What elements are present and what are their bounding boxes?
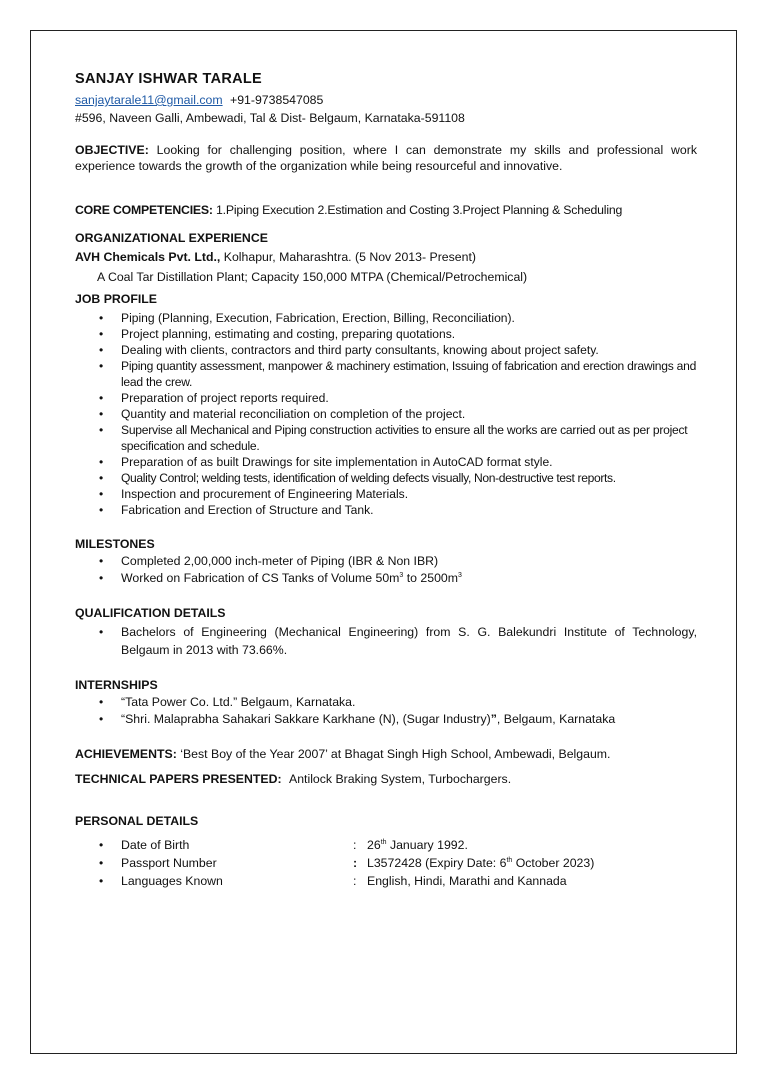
list-item: • Supervise all Mechanical and Piping construction activities to ensure all the works are carried out as per project specification and schedule.: [75, 422, 697, 454]
internship-text: “Shri. Malaprabha Sahakari Sakkare Karkhane (N), (Sugar Industry): [121, 712, 491, 726]
technical-papers: [75, 771, 697, 787]
papers-label: TECHNICAL PAPERS PRESENTED:: [75, 772, 282, 786]
passport-value: October 2023): [512, 856, 595, 870]
dob-colon: :: [353, 838, 357, 852]
internship-quote: ”: [490, 712, 497, 726]
list-item: [75, 854, 697, 872]
milestones-list: [75, 553, 697, 587]
superscript: 3: [458, 571, 462, 579]
list-item: • Piping (Planning, Execution, Fabrication, Erection, Billing, Reconciliation).: [75, 310, 697, 326]
languages-value: English, Hindi, Marathi and Kannada: [367, 874, 567, 888]
dob-value: January 1992.: [386, 838, 468, 852]
company-line: [75, 249, 697, 265]
core-competencies: [75, 202, 697, 218]
passport-label: Passport Number: [121, 856, 217, 870]
list-item: [75, 872, 697, 890]
list-item: • Preparation of as built Drawings for site implementation in AutoCAD format style.: [75, 454, 697, 470]
list-item: • Fabrication and Erection of Structure and Tank.: [75, 502, 697, 518]
achievements-text: ‘Best Boy of the Year 2007’ at Bhagat Singh High School, Ambewadi, Belgaum.: [180, 747, 611, 761]
papers-text: Antilock Braking System, Turbochargers.: [289, 772, 512, 786]
list-item: • Piping quantity assessment, manpower & machinery estimation, Issuing of fabrication and erection drawings and lead the crew.: [75, 358, 697, 390]
superscript: th: [380, 838, 387, 846]
passport-value: L3572428 (Expiry Date: 6: [367, 856, 507, 870]
internships-heading: INTERNSHIPS: [75, 678, 158, 692]
candidate-name: SANJAY ISHWAR TARALE: [75, 71, 263, 87]
internships-list: [75, 694, 697, 728]
resume-page: [30, 30, 737, 1054]
core-label: CORE COMPETENCIES:: [75, 203, 213, 217]
list-item: • Completed 2,00,000 inch-meter of Piping (IBR & Non IBR): [75, 553, 697, 570]
list-item: • Quality Control; welding tests, identification of welding defects visually, Non-destructive test reports.: [75, 470, 697, 486]
list-item: • Preparation of project reports required.: [75, 390, 697, 406]
list-item: • “Tata Power Co. Ltd.” Belgaum, Karnataka.: [75, 694, 697, 711]
company-location: Kolhapur, Maharashtra. (5 Nov 2013- Present): [223, 250, 476, 264]
list-item: [75, 836, 697, 854]
job-profile-heading: JOB PROFILE: [75, 292, 157, 306]
superscript: 3: [399, 571, 404, 579]
languages-label: Languages Known: [121, 874, 223, 888]
superscript: th: [506, 856, 513, 864]
milestone-text: Worked on Fabrication of CS Tanks of Volume 50m: [121, 571, 400, 585]
contact-line: [75, 92, 697, 108]
objective-label: OBJECTIVE:: [75, 143, 149, 157]
job-profile-list: [75, 310, 697, 518]
languages-colon: :: [353, 874, 357, 888]
qualification-list: [75, 623, 697, 659]
address: #596, Naveen Galli, Ambewadi, Tal & Dist- Belgaum, Karnataka-591108: [75, 111, 465, 125]
objective-text: Looking for challenging position, where I can demonstrate my skills and professional work experience towards the growth of the organization while being resourceful and innovative.: [75, 143, 697, 173]
core-text: 1.Piping Execution 2.Estimation and Costing 3.Project Planning & Scheduling: [216, 203, 623, 217]
list-item: • Inspection and procurement of Engineering Materials.: [75, 486, 697, 502]
list-item: [75, 570, 697, 587]
list-item: • Dealing with clients, contractors and third party consultants, knowing about project safety.: [75, 342, 697, 358]
personal-details-list: [75, 836, 697, 890]
plant-description: A Coal Tar Distillation Plant; Capacity 150,000 MTPA (Chemical/Petrochemical): [97, 270, 528, 284]
list-item: [75, 711, 697, 728]
internship-text: , Belgaum, Karnataka: [496, 712, 616, 726]
list-item: • Bachelors of Engineering (Mechanical Engineering) from S. G. Balekundri Institute of Technology, Belgaum in 2013 with 73.66%.: [75, 623, 697, 659]
list-item: • Quantity and material reconciliation on completion of the project.: [75, 406, 697, 422]
dob-value: 26: [367, 838, 381, 852]
list-item: • Project planning, estimating and costing, preparing quotations.: [75, 326, 697, 342]
passport-colon: :: [353, 856, 358, 870]
achievements-label: ACHIEVEMENTS:: [75, 747, 177, 761]
resume-content: [75, 71, 697, 890]
milestones-heading: MILESTONES: [75, 537, 155, 551]
achievements: [75, 746, 697, 762]
dob-label: Date of Birth: [121, 838, 190, 852]
objective: [75, 142, 697, 174]
milestone-text: to 2500m: [403, 571, 459, 585]
company-name: AVH Chemicals Pvt. Ltd.,: [75, 250, 221, 264]
qualification-heading: QUALIFICATION DETAILS: [75, 606, 226, 620]
org-experience-heading: ORGANIZATIONAL EXPERIENCE: [75, 231, 268, 245]
email-link[interactable]: sanjaytarale11@gmail.com: [75, 93, 223, 107]
personal-details-heading: PERSONAL DETAILS: [75, 814, 199, 828]
phone-number: +91-9738547085: [230, 93, 324, 107]
